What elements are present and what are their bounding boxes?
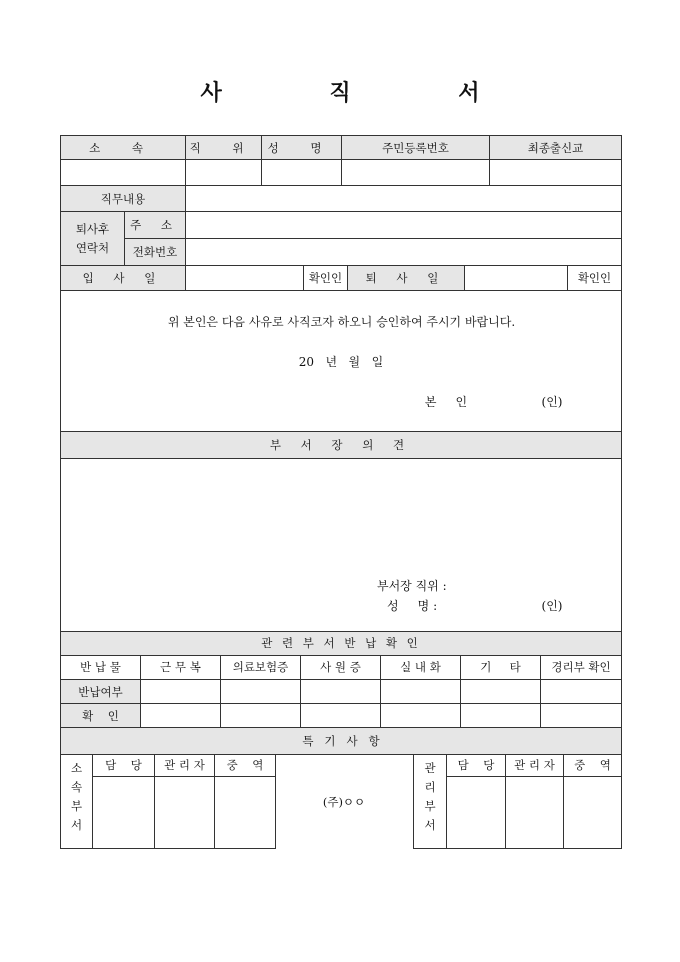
name-field[interactable] [262, 160, 342, 186]
return-col-accounting: 경리부 확인 [541, 656, 622, 680]
label-char: 서 [424, 817, 436, 832]
company-name: (주)ㅇㅇ [322, 794, 366, 809]
return-status-label: 반납여부 [61, 680, 141, 704]
dept-opinion-box[interactable] [61, 458, 622, 631]
return-check-table [60, 656, 622, 729]
dates-table [60, 266, 622, 291]
join-date-field[interactable] [186, 266, 304, 290]
remarks-area [60, 755, 621, 851]
affiliation-header: 소 속 [61, 136, 186, 160]
return-col-insurance: 의료보험증 [221, 656, 301, 680]
dept-head-position-label: 부서장 직위 : [377, 578, 447, 593]
approval-sign-cell[interactable] [447, 777, 506, 849]
school-field[interactable] [490, 160, 622, 186]
leave-date-label: 퇴 사 일 [348, 266, 465, 290]
remarks-heading-table [60, 728, 622, 755]
resignation-form [60, 135, 621, 851]
address-label: 주 소 [125, 212, 186, 239]
personal-info-table [60, 135, 622, 266]
approver-manager-label: 관 리 자 [506, 755, 564, 777]
approval-sign-cell[interactable] [564, 777, 622, 849]
return-cell[interactable] [461, 680, 541, 704]
statement-date: 20 년 월 일 [298, 354, 384, 369]
management-dept-label [414, 755, 447, 849]
return-col-etc: 기 타 [461, 656, 541, 680]
phone-label: 전화번호 [125, 239, 186, 266]
label-char: 부 [424, 798, 436, 813]
dept-head-name-label: 성 명 : [387, 598, 438, 613]
statement-self-label: 본 인 [424, 394, 468, 409]
return-cell[interactable] [141, 680, 221, 704]
approver-staff-label: 담 당 [447, 755, 506, 777]
return-col-uniform: 근 무 복 [141, 656, 221, 680]
position-field[interactable] [186, 160, 262, 186]
job-desc-field[interactable] [186, 186, 622, 212]
address-field[interactable] [186, 212, 622, 239]
approval-sign-cell[interactable] [93, 777, 155, 849]
contact-group-line: 연락처 [75, 240, 110, 255]
page-title: 사 직 서 [200, 80, 530, 106]
dept-opinion-heading: 부 서 장 의 견 [61, 431, 622, 458]
return-col-item: 반 납 물 [61, 656, 141, 680]
return-col-id-card: 사 원 증 [301, 656, 381, 680]
phone-field[interactable] [186, 239, 622, 266]
confirm-cell[interactable] [221, 704, 301, 728]
label-char: 관 [424, 760, 436, 775]
return-cell[interactable] [541, 680, 622, 704]
label-char: 부 [70, 798, 83, 813]
join-confirm-label: 확인인 [304, 266, 348, 290]
label-char: 소 [70, 760, 83, 775]
confirm-cell[interactable] [141, 704, 221, 728]
label-char: 서 [70, 817, 83, 832]
return-confirm-label: 확 인 [61, 704, 141, 728]
statement-text: 위 본인은 다음 사유로 사직코자 하오니 승인하여 주시기 바랍니다. [167, 314, 516, 329]
position-header: 직 위 [186, 136, 262, 160]
affiliated-dept-label [61, 755, 93, 849]
return-cell[interactable] [381, 680, 461, 704]
return-check-heading: 관 련 부 서 반 납 확 인 [61, 631, 622, 655]
approver-executive-label: 중 역 [564, 755, 622, 777]
return-cell[interactable] [301, 680, 381, 704]
dept-head-seal: (인) [541, 598, 563, 613]
job-desc-label: 직무내용 [61, 186, 186, 212]
statement-box [61, 291, 622, 432]
approval-sign-cell[interactable] [155, 777, 215, 849]
school-header: 최종출신교 [490, 136, 622, 160]
contact-group-line: 퇴사후 [75, 221, 110, 236]
name-header: 성 명 [262, 136, 342, 160]
affiliated-dept-approval [60, 755, 276, 850]
return-col-slippers: 실 내 화 [381, 656, 461, 680]
contact-group-label [61, 212, 125, 266]
confirm-cell[interactable] [461, 704, 541, 728]
resident-number-field[interactable] [342, 160, 490, 186]
management-dept-approval [413, 755, 622, 850]
affiliation-field[interactable] [61, 160, 186, 186]
confirm-cell[interactable] [301, 704, 381, 728]
confirm-cell[interactable] [541, 704, 622, 728]
approval-sign-cell[interactable] [506, 777, 564, 849]
statement-table [60, 291, 622, 656]
return-cell[interactable] [221, 680, 301, 704]
approver-executive-label: 중 역 [215, 755, 276, 777]
approver-staff-label: 담 당 [93, 755, 155, 777]
approval-sign-cell[interactable] [215, 777, 276, 849]
label-char: 속 [70, 779, 83, 794]
leave-confirm-label: 확인인 [568, 266, 622, 290]
confirm-cell[interactable] [381, 704, 461, 728]
approver-manager-label: 관 리 자 [155, 755, 215, 777]
label-char: 리 [424, 779, 436, 794]
resident-number-header: 주민등록번호 [342, 136, 490, 160]
remarks-heading: 특 기 사 항 [61, 728, 622, 754]
leave-date-field[interactable] [465, 266, 568, 290]
statement-seal: (인) [541, 394, 563, 409]
join-date-label: 입 사 일 [61, 266, 186, 290]
